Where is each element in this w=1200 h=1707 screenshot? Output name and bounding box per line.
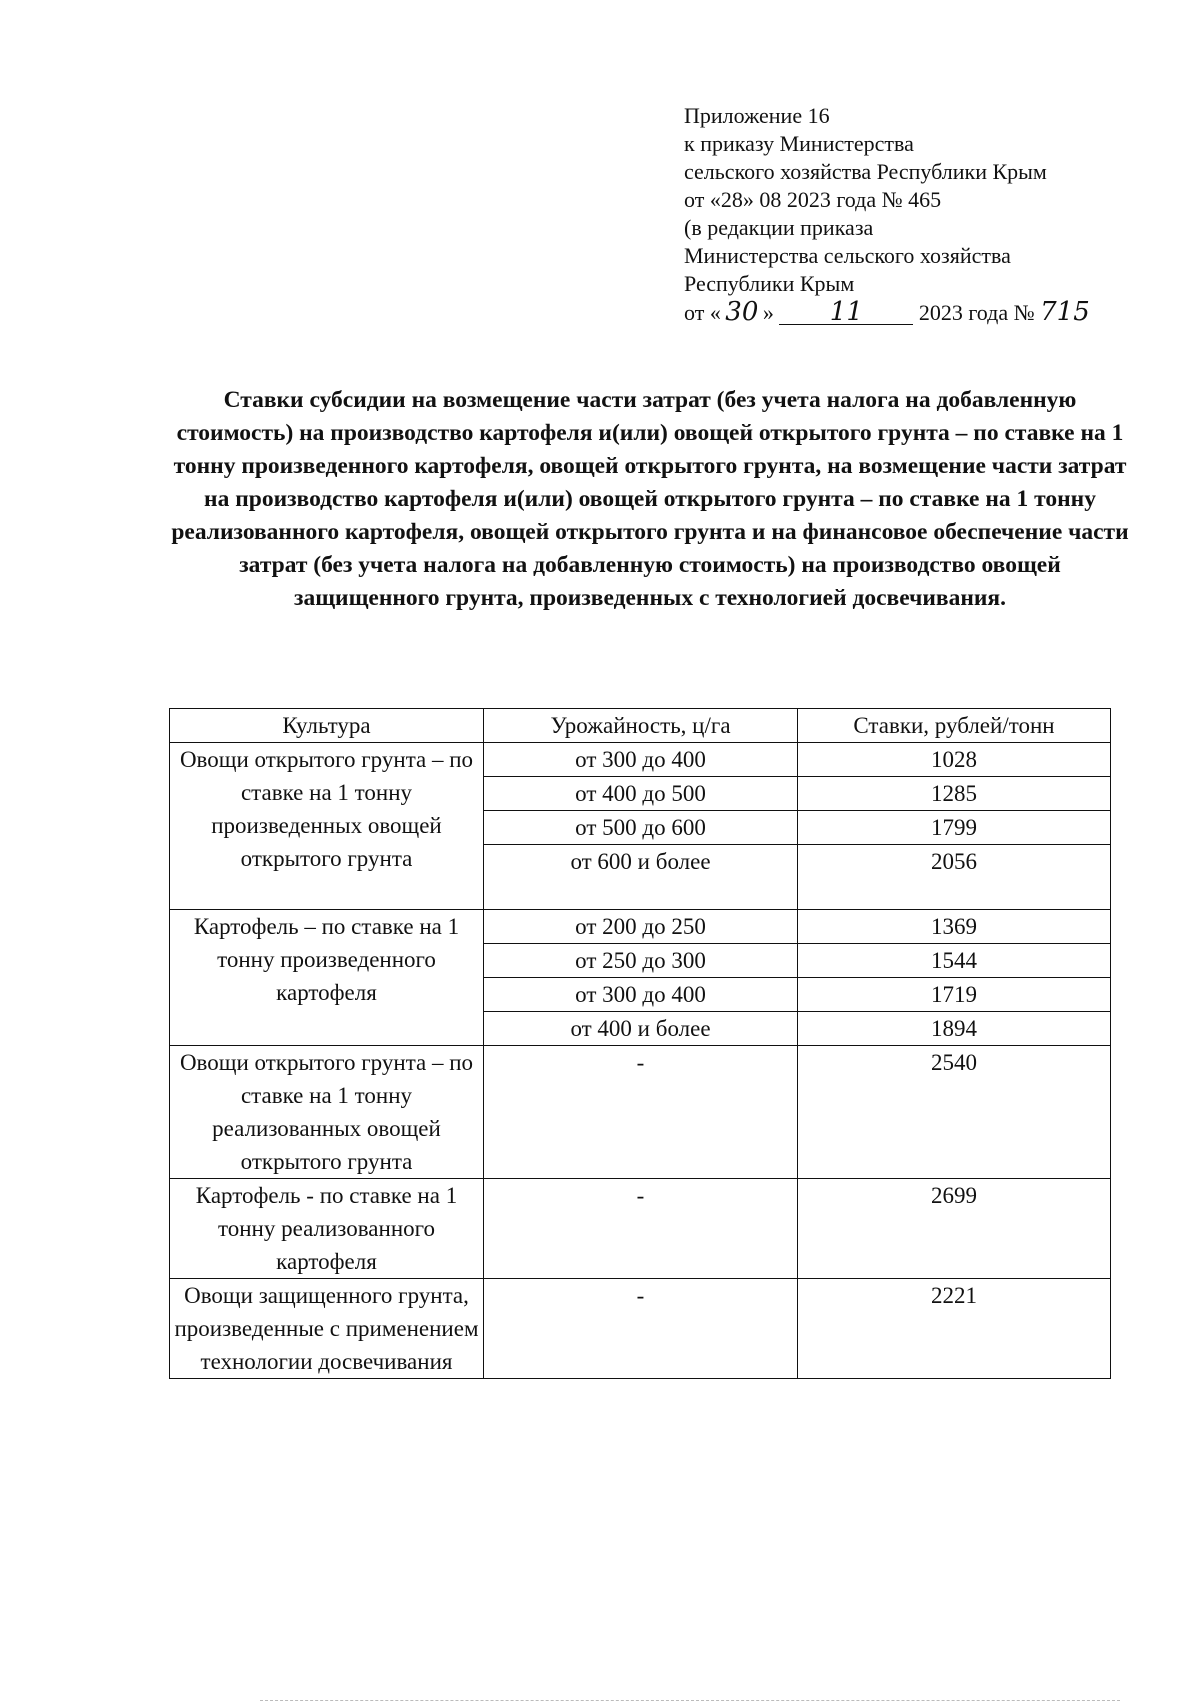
rate-cell: 2540 xyxy=(798,1046,1111,1179)
handwritten-order-number: 715 xyxy=(1040,297,1090,327)
date-prefix: от « xyxy=(684,300,721,325)
rate-cell: 1894 xyxy=(798,1012,1111,1046)
appendix-header xyxy=(684,102,1124,327)
scan-footer-rule xyxy=(260,1700,1120,1701)
column-header-rate: Ставки, рублей/тонн xyxy=(798,709,1111,743)
table-row xyxy=(170,743,1111,777)
subsidy-rates-table xyxy=(169,708,1111,1379)
rate-cell: 1369 xyxy=(798,910,1111,944)
header-line: к приказу Министерства xyxy=(684,131,914,156)
table-row xyxy=(170,1179,1111,1279)
rate-cell: 1719 xyxy=(798,978,1111,1012)
header-line: Республики Крым xyxy=(684,271,855,296)
yield-cell: от 600 и более xyxy=(484,845,798,910)
yield-cell: от 500 до 600 xyxy=(484,811,798,845)
yield-cell: от 300 до 400 xyxy=(484,743,798,777)
crop-cell: Овощи защищенного грунта, произведенные с применением технологии досвечивания xyxy=(170,1279,484,1379)
yield-cell: от 200 до 250 xyxy=(484,910,798,944)
handwritten-month: 11 xyxy=(829,297,863,327)
header-line: Министерства сельского хозяйства xyxy=(684,243,1011,268)
document-title: Ставки субсидии на возмещение части затрат (без учета налога на добавленную стоимость) на производство картофеля и(или) овощей открытого грунта – по ставке на 1 тонну произведенного картофеля, овощей открытого грунта, на возмещение части затрат на производство картофеля и(или) овощей открытого грунта – по ставке на 1 тонну реализованного картофеля, овощей открытого грунта и на финансовое обеспечение части затрат (без учета налога на добавленную стоимость) на производство овощей защищенного грунта, произведенных с технологией досвечивания. xyxy=(171,387,1129,611)
handwritten-day: 30 xyxy=(725,297,759,327)
rate-cell: 1285 xyxy=(798,777,1111,811)
crop-cell: Овощи открытого грунта – по ставке на 1 тонну произведенных овощей открытого грунта xyxy=(170,743,484,910)
year-text: 2023 года № xyxy=(918,300,1035,325)
column-header-yield: Урожайность, ц/га xyxy=(484,709,798,743)
amendment-date-line xyxy=(684,298,1124,327)
rate-cell: 2056 xyxy=(798,845,1111,910)
yield-cell: - xyxy=(484,1179,798,1279)
table-row xyxy=(170,1046,1111,1179)
rate-cell: 1028 xyxy=(798,743,1111,777)
header-line: Приложение 16 xyxy=(684,103,830,128)
rate-cell: 2699 xyxy=(798,1179,1111,1279)
rate-cell: 2221 xyxy=(798,1279,1111,1379)
crop-cell: Картофель - по ставке на 1 тонну реализованного картофеля xyxy=(170,1179,484,1279)
date-close-quote: » xyxy=(762,300,774,325)
header-line: сельского хозяйства Республики Крым xyxy=(684,159,1047,184)
rate-cell: 1799 xyxy=(798,811,1111,845)
crop-cell: Овощи открытого грунта – по ставке на 1 тонну реализованных овощей открытого грунта xyxy=(170,1046,484,1179)
crop-cell: Картофель – по ставке на 1 тонну произведенного картофеля xyxy=(170,910,484,1046)
yield-cell: от 400 до 500 xyxy=(484,777,798,811)
header-line: (в редакции приказа xyxy=(684,215,874,240)
header-line: от «28» 08 2023 года № 465 xyxy=(684,187,942,212)
yield-cell: - xyxy=(484,1046,798,1179)
rate-cell: 1544 xyxy=(798,944,1111,978)
table-row xyxy=(170,1279,1111,1379)
yield-cell: от 250 до 300 xyxy=(484,944,798,978)
table-header-row xyxy=(170,709,1111,743)
yield-cell: - xyxy=(484,1279,798,1379)
table-row xyxy=(170,910,1111,944)
yield-cell: от 400 и более xyxy=(484,1012,798,1046)
yield-cell: от 300 до 400 xyxy=(484,978,798,1012)
column-header-crop: Культура xyxy=(170,709,484,743)
